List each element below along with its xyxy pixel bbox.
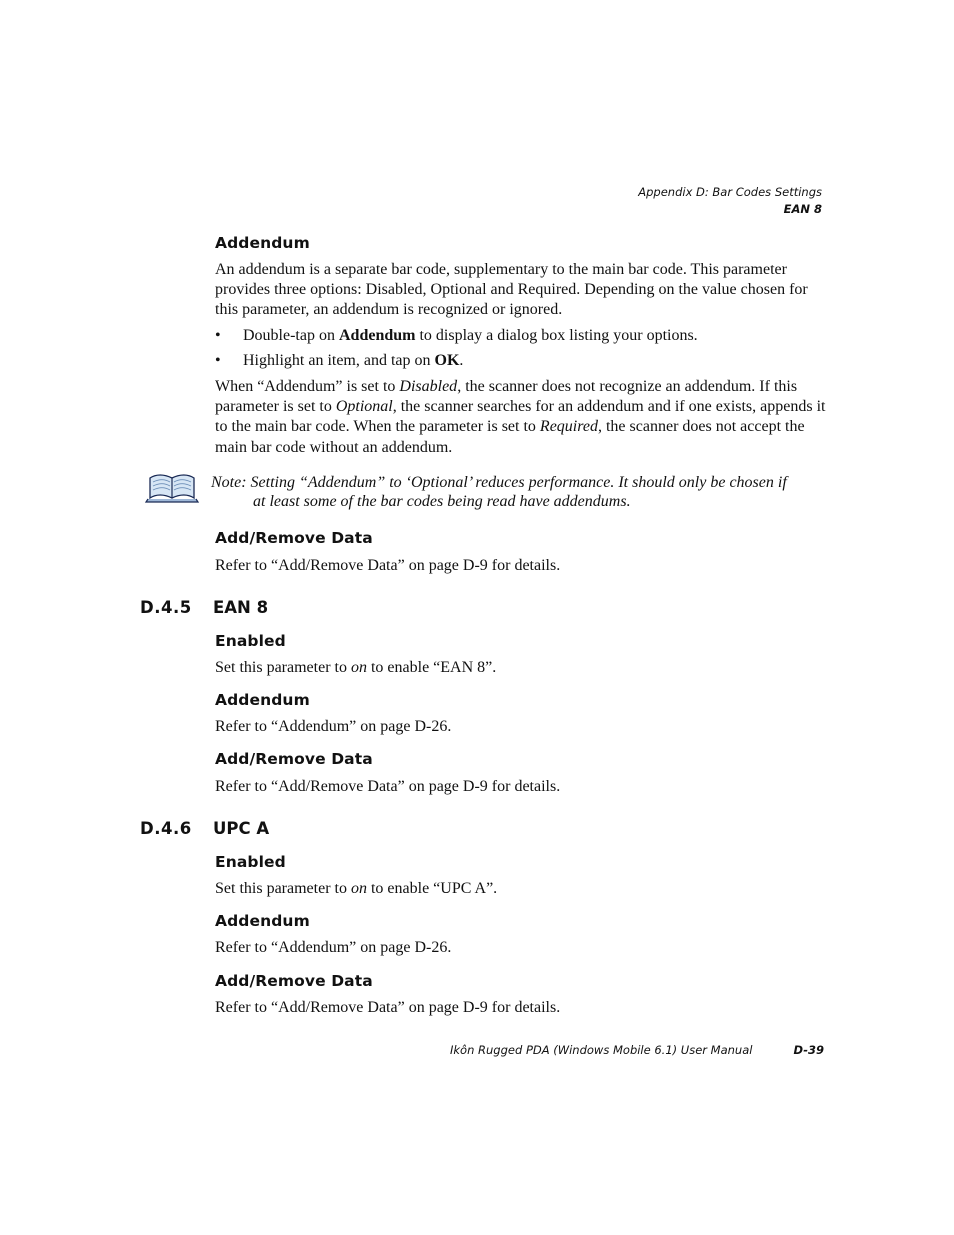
heading-ean8-add-remove-data: Add/Remove Data bbox=[215, 750, 373, 768]
note-label: Note: bbox=[211, 474, 247, 491]
heading-addendum: Addendum bbox=[215, 234, 310, 252]
heading-upca-enabled: Enabled bbox=[215, 853, 286, 871]
upca-enabled-text: Set this parameter to on to enable “UPC A”. bbox=[215, 880, 498, 897]
heading-ean8-enabled: Enabled bbox=[215, 632, 286, 650]
bullet-marker: • bbox=[215, 352, 221, 369]
footer-page-number: D-39 bbox=[793, 1043, 824, 1057]
section-number-upca: D.4.6 bbox=[140, 819, 192, 838]
bullet-item-highlight: Highlight an item, and tap on OK. bbox=[243, 352, 464, 369]
running-header-section: EAN 8 bbox=[783, 202, 822, 216]
addendum-intro-paragraph: An addendum is a separate bar code, supplementary to the main bar code. This parameter provides three options: Disabled, Optional and Required. Depending on the value chosen for this parameter, an addendum is recognized or ignored. bbox=[215, 261, 808, 319]
upca-addendum-reference: Refer to “Addendum” on page D-26. bbox=[215, 939, 452, 956]
add-remove-data-reference: Refer to “Add/Remove Data” on page D-9 for details. bbox=[215, 557, 561, 574]
heading-add-remove-data: Add/Remove Data bbox=[215, 529, 373, 547]
footer-manual-title: Ikôn Rugged PDA (Windows Mobile 6.1) User Manual bbox=[450, 1043, 753, 1057]
section-title-upca: UPC A bbox=[213, 819, 270, 838]
ean8-addendum-reference: Refer to “Addendum” on page D-26. bbox=[215, 718, 452, 735]
heading-upca-addendum: Addendum bbox=[215, 912, 310, 930]
note-text: Note: Setting “Addendum” to ‘Optional’ reduces performance. It should only be chosen if at least some of the bar codes being read have addendums. bbox=[211, 474, 787, 510]
running-header-chapter: Appendix D: Bar Codes Settings bbox=[638, 185, 822, 199]
bullet-item-double-tap: Double-tap on Addendum to display a dialog box listing your options. bbox=[243, 327, 698, 344]
section-number-ean8: D.4.5 bbox=[140, 598, 192, 617]
ean8-enabled-text: Set this parameter to on to enable “EAN 8”. bbox=[215, 659, 497, 676]
open-book-icon bbox=[144, 473, 200, 505]
bullet-marker: • bbox=[215, 327, 221, 344]
section-title-ean8: EAN 8 bbox=[213, 598, 269, 617]
heading-ean8-addendum: Addendum bbox=[215, 691, 310, 709]
upca-add-remove-reference: Refer to “Add/Remove Data” on page D-9 for details. bbox=[215, 999, 561, 1016]
ean8-add-remove-reference: Refer to “Add/Remove Data” on page D-9 for details. bbox=[215, 778, 561, 795]
heading-upca-add-remove-data: Add/Remove Data bbox=[215, 972, 373, 990]
addendum-behavior-paragraph: When “Addendum” is set to Disabled, the scanner does not recognize an addendum. If this parameter is set to Optional, the scanner searches for an addendum and if one exists, appends it to the main bar code. When the parameter is set to Required, the scanner does not accept the main bar code without an addendum. bbox=[215, 378, 826, 456]
